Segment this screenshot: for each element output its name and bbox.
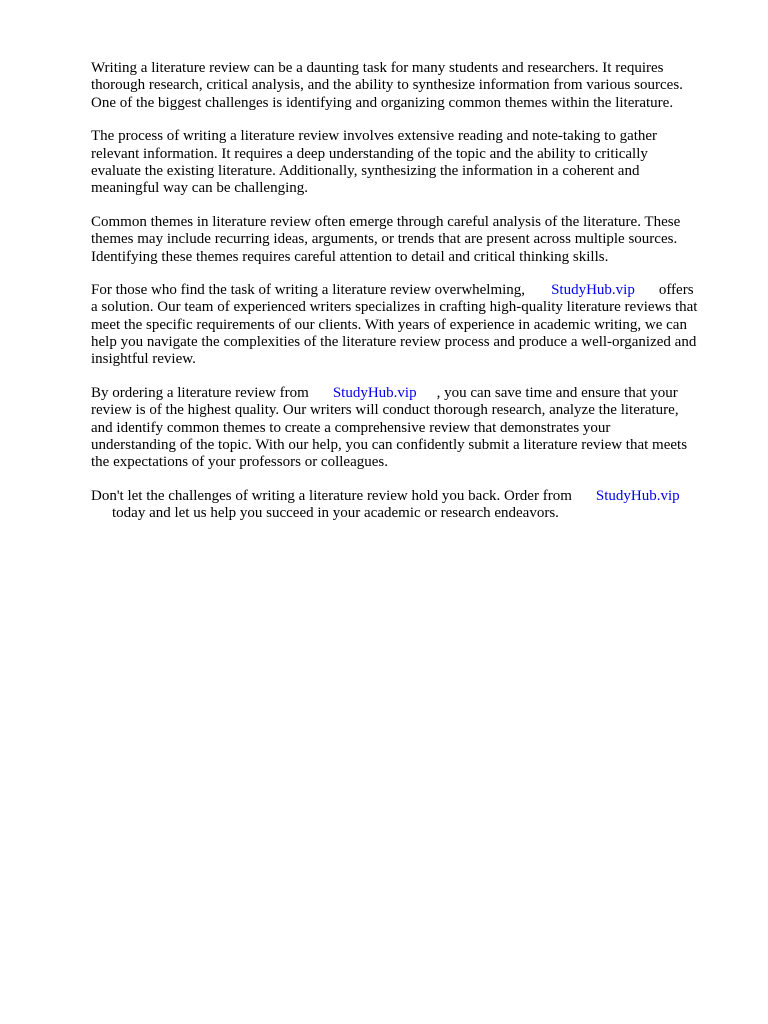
paragraph-process: [91, 128, 721, 198]
text-line: Identifying these themes requires careful attention to detail and critical thinking skills.: [91, 248, 609, 265]
paragraph-ordering: [91, 385, 721, 472]
text-fragment: By ordering a literature review from: [91, 384, 309, 401]
text-line: relevant information. It requires a deep understanding of the topic and the ability to critically: [91, 145, 648, 162]
text-line: One of the biggest challenges is identifying and organizing common themes within the literature.: [91, 94, 674, 111]
text-line: themes may include recurring ideas, arguments, or trends that are present across multiple sources.: [91, 231, 678, 248]
studyhub-link[interactable]: StudyHub.vip: [551, 281, 635, 298]
text-line: [91, 282, 721, 299]
document-page: [91, 60, 721, 539]
studyhub-link[interactable]: StudyHub.vip: [332, 384, 417, 401]
text-line: a solution. Our team of experienced writers specializes in crafting high-quality literature reviews that: [91, 299, 698, 316]
text-line: insightful review.: [91, 351, 196, 368]
paragraph-themes: [91, 214, 721, 266]
text-fragment: For those who find the task of writing a literature review overwhelming,: [91, 281, 526, 298]
text-fragment: , you can save time and ensure that your: [436, 384, 678, 401]
text-fragment: offers: [658, 281, 694, 298]
text-line: review is of the highest quality. Our writers will conduct thorough research, analyze the literature,: [91, 402, 679, 419]
text-line: Common themes in literature review often emerge through careful analysis of the literature. These: [91, 213, 681, 230]
paragraph-intro: [91, 60, 721, 112]
text-line: and identify common themes to create a comprehensive review that demonstrates your: [91, 419, 611, 436]
studyhub-link[interactable]: StudyHub.vip: [595, 487, 680, 504]
text-line: Writing a literature review can be a daunting task for many students and researchers. It requires: [91, 60, 664, 76]
text-line: meaningful way can be challenging.: [91, 180, 309, 197]
text-line: the expectations of your professors or colleagues.: [91, 454, 388, 471]
text-fragment: Don't let the challenges of writing a literature review hold you back. Order from: [91, 487, 572, 504]
text-line: The process of writing a literature review involves extensive reading and note-taking to gather: [91, 128, 658, 145]
text-line: thorough research, critical analysis, and the ability to synthesize information from various sources.: [91, 77, 683, 94]
text-line: evaluate the existing literature. Additionally, synthesizing the information in a coherent and: [91, 162, 640, 179]
text-line: [91, 385, 721, 402]
text-line: understanding of the topic. With our help, you can confidently submit a literature review that meets: [91, 437, 688, 454]
paragraph-solution: [91, 282, 721, 369]
paragraph-closing: [91, 488, 721, 523]
text-line: help you navigate the complexities of the literature review process and produce a well-organized and: [91, 334, 697, 351]
text-line: [91, 488, 721, 505]
text-line: meet the specific requirements of our clients. With years of experience in academic writing, we can: [91, 316, 687, 333]
text-line: today and let us help you succeed in your academic or research endeavors.: [112, 505, 559, 522]
